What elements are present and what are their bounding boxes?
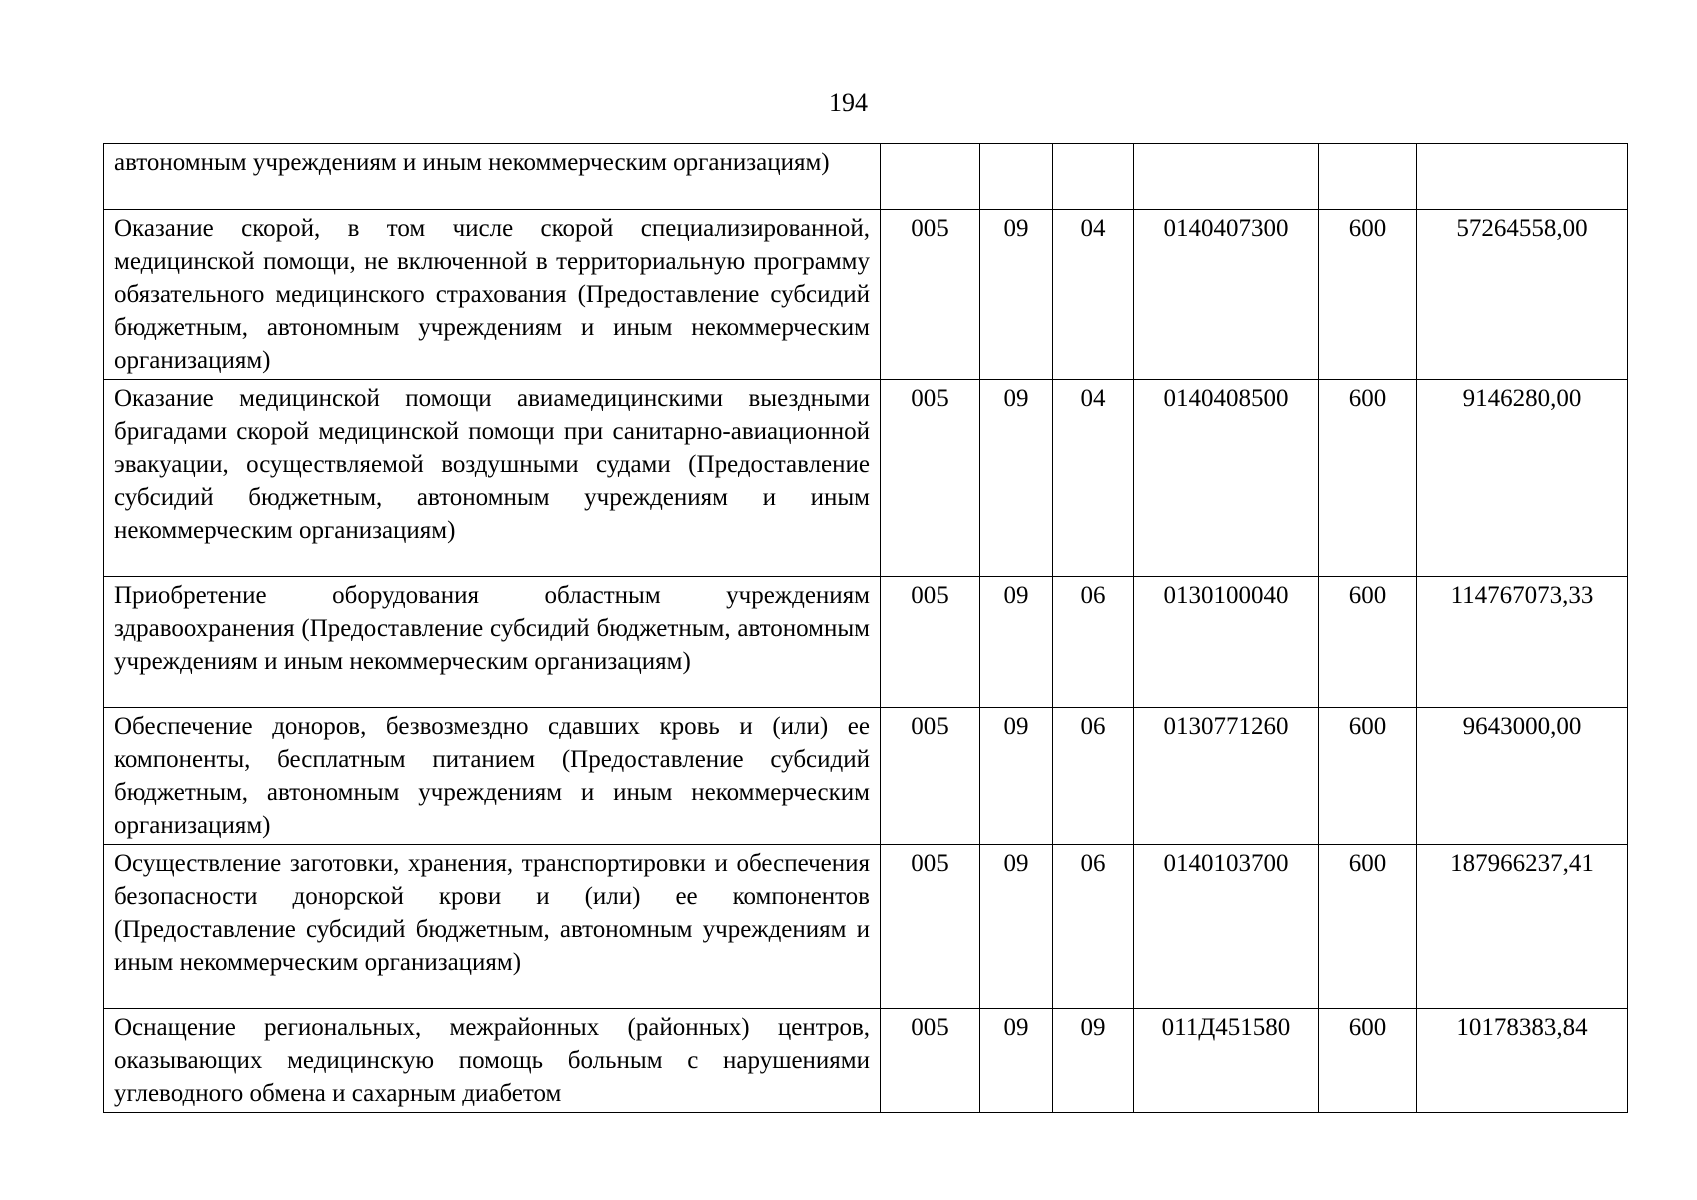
cell-subsection-code: 04	[1053, 380, 1134, 577]
cell-subsection-code: 06	[1053, 577, 1134, 708]
row-description: автономным учреждениям и иным некоммерческим организациям)	[104, 144, 881, 210]
budget-table	[103, 143, 1628, 1113]
cell-amount: 114767073,33	[1417, 577, 1628, 708]
cell-expense-type	[1319, 144, 1417, 210]
cell-expense-type: 600	[1319, 1009, 1417, 1113]
table-row	[104, 210, 1628, 380]
cell-amount	[1417, 144, 1628, 210]
row-description: Оказание медицинской помощи авиамедицинскими выездными бригадами скорой медицинской помощи при санитарно-авиационной эвакуации, осуществляемой воздушными судами (Предоставление субсидий бюджетным, автономным учреждениям и иным некоммерческим организациям)	[104, 380, 881, 577]
cell-subsection-code: 06	[1053, 708, 1134, 845]
cell-expense-type: 600	[1319, 210, 1417, 380]
cell-section-code: 09	[980, 577, 1053, 708]
cell-ministry-code: 005	[881, 577, 980, 708]
cell-amount: 9643000,00	[1417, 708, 1628, 845]
page-number: 194	[829, 88, 868, 117]
cell-target-article: 011Д451580	[1134, 1009, 1319, 1113]
cell-ministry-code: 005	[881, 708, 980, 845]
cell-amount: 10178383,84	[1417, 1009, 1628, 1113]
cell-amount: 187966237,41	[1417, 845, 1628, 1009]
table-row	[104, 708, 1628, 845]
cell-section-code: 09	[980, 210, 1053, 380]
cell-ministry-code: 005	[881, 210, 980, 380]
cell-section-code: 09	[980, 1009, 1053, 1113]
cell-target-article: 0140103700	[1134, 845, 1319, 1009]
table-row	[104, 144, 1628, 210]
table-row	[104, 577, 1628, 708]
cell-ministry-code: 005	[881, 845, 980, 1009]
cell-expense-type: 600	[1319, 708, 1417, 845]
cell-target-article: 0140407300	[1134, 210, 1319, 380]
table-row	[104, 1009, 1628, 1113]
cell-ministry-code	[881, 144, 980, 210]
cell-section-code: 09	[980, 380, 1053, 577]
table-row	[104, 380, 1628, 577]
cell-expense-type: 600	[1319, 577, 1417, 708]
cell-subsection-code	[1053, 144, 1134, 210]
cell-target-article	[1134, 144, 1319, 210]
cell-target-article: 0130100040	[1134, 577, 1319, 708]
cell-expense-type: 600	[1319, 380, 1417, 577]
cell-expense-type: 600	[1319, 845, 1417, 1009]
cell-subsection-code: 06	[1053, 845, 1134, 1009]
cell-amount: 57264558,00	[1417, 210, 1628, 380]
table-row	[104, 845, 1628, 1009]
row-description: Обеспечение доноров, безвозмездно сдавших кровь и (или) ее компоненты, бесплатным питанием (Предоставление субсидий бюджетным, автономным учреждениям и иным некоммерческим организациям)	[104, 708, 881, 845]
cell-ministry-code: 005	[881, 380, 980, 577]
cell-target-article: 0140408500	[1134, 380, 1319, 577]
row-description: Оказание скорой, в том числе скорой специализированной, медицинской помощи, не включенной в территориальную программу обязательного медицинского страхования (Предоставление субсидий бюджетным, автономным учреждениям и иным некоммерческим организациям)	[104, 210, 881, 380]
cell-section-code: 09	[980, 845, 1053, 1009]
cell-section-code: 09	[980, 708, 1053, 845]
cell-section-code	[980, 144, 1053, 210]
cell-subsection-code: 09	[1053, 1009, 1134, 1113]
row-description: Осуществление заготовки, хранения, транспортировки и обеспечения безопасности донорской крови и (или) ее компонентов (Предоставление субсидий бюджетным, автономным учреждениям и иным некоммерческим организациям)	[104, 845, 881, 1009]
cell-target-article: 0130771260	[1134, 708, 1319, 845]
cell-ministry-code: 005	[881, 1009, 980, 1113]
row-description: Оснащение региональных, межрайонных (районных) центров, оказывающих медицинскую помощь больным с нарушениями углеводного обмена и сахарным диабетом	[104, 1009, 881, 1113]
cell-amount: 9146280,00	[1417, 380, 1628, 577]
cell-subsection-code: 04	[1053, 210, 1134, 380]
row-description: Приобретение оборудования областным учреждениям здравоохранения (Предоставление субсидий бюджетным, автономным учреждениям и иным некоммерческим организациям)	[104, 577, 881, 708]
